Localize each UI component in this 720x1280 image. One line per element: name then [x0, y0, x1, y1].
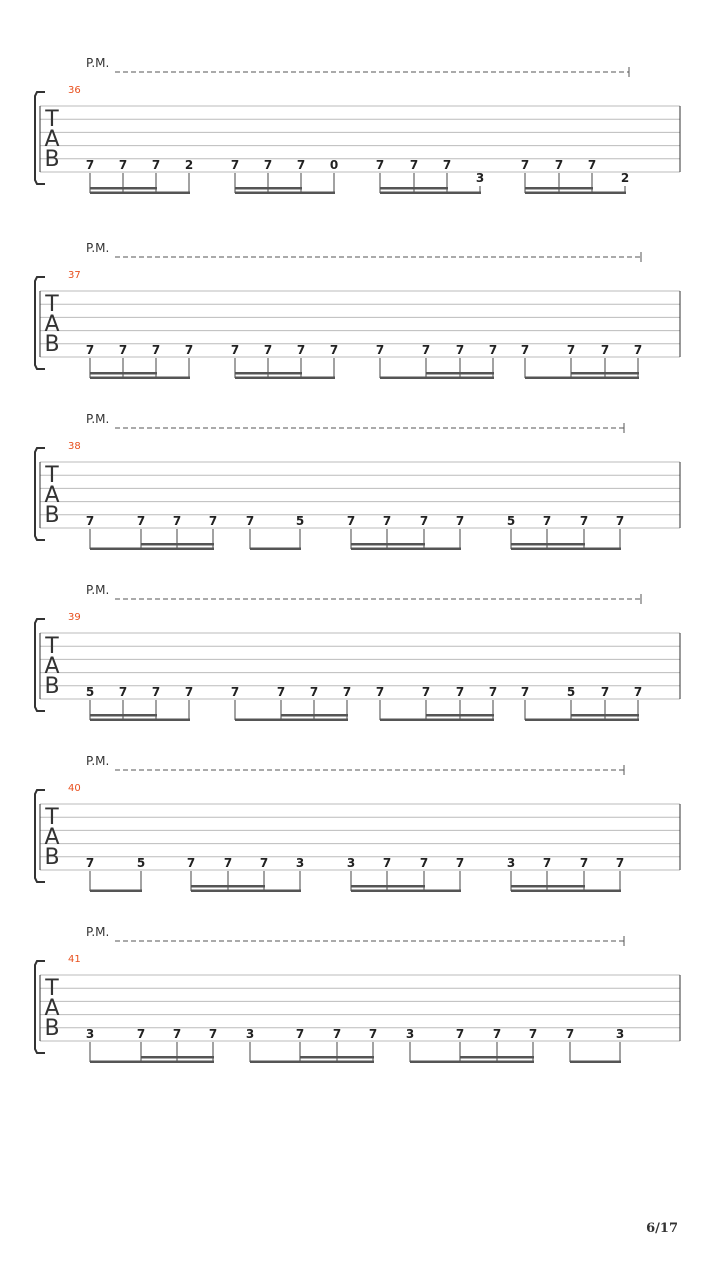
fret-number: 3 — [405, 1027, 415, 1041]
fret-number: 7 — [419, 856, 429, 870]
fret-number: 3 — [245, 1027, 255, 1041]
fret-number: 7 — [455, 343, 465, 357]
fret-number: 7 — [542, 856, 552, 870]
bar-number: 41 — [68, 954, 81, 965]
page-number: 6/17 — [646, 1221, 678, 1236]
note-beam — [235, 372, 302, 375]
fret-number: 7 — [259, 856, 269, 870]
fret-number: 7 — [382, 856, 392, 870]
note-beam — [380, 192, 481, 195]
fret-number: 7 — [600, 685, 610, 699]
fret-number: 7 — [184, 685, 194, 699]
tab-clef-letter: T — [45, 107, 59, 132]
tab-clef-letter: A — [44, 127, 60, 152]
fret-number: 7 — [368, 1027, 378, 1041]
fret-number: 7 — [520, 343, 530, 357]
fret-number: 2 — [184, 158, 194, 172]
palm-mute-label: P.M. — [86, 412, 110, 426]
tab-clef-letter: A — [44, 312, 60, 337]
fret-number: 5 — [85, 685, 95, 699]
fret-number: 7 — [421, 343, 431, 357]
fret-number: 7 — [375, 158, 385, 172]
fret-number: 7 — [375, 343, 385, 357]
fret-number: 7 — [136, 1027, 146, 1041]
fret-number: 7 — [263, 343, 273, 357]
note-beam — [410, 1061, 534, 1064]
tab-clef-letter: B — [44, 845, 60, 870]
fret-number: 7 — [633, 343, 643, 357]
tab-clef-letter: T — [45, 463, 59, 488]
fret-number: 7 — [342, 685, 352, 699]
note-beam — [90, 372, 157, 375]
fret-number: 7 — [151, 158, 161, 172]
fret-number: 7 — [118, 158, 128, 172]
tab-clef-letter: A — [44, 483, 60, 508]
fret-number: 7 — [633, 685, 643, 699]
fret-number: 7 — [296, 158, 306, 172]
fret-number: 7 — [223, 856, 233, 870]
fret-number: 3 — [295, 856, 305, 870]
fret-number: 5 — [566, 685, 576, 699]
note-beam — [250, 548, 301, 551]
fret-number: 7 — [172, 1027, 182, 1041]
note-beam — [571, 372, 639, 375]
fret-number: 7 — [375, 685, 385, 699]
bar-number: 39 — [68, 612, 81, 623]
fret-number: 7 — [118, 685, 128, 699]
fret-number: 2 — [620, 171, 630, 185]
note-beam — [235, 719, 348, 722]
tab-clef-letter: T — [45, 976, 59, 1001]
fret-number: 7 — [85, 343, 95, 357]
fret-number: 7 — [492, 1027, 502, 1041]
note-beam — [525, 377, 639, 380]
fret-number: 5 — [136, 856, 146, 870]
fret-number: 7 — [230, 158, 240, 172]
note-beam — [281, 714, 348, 717]
palm-mute-label: P.M. — [86, 925, 110, 939]
note-beam — [426, 372, 494, 375]
note-beam — [525, 187, 593, 190]
fret-number: 3 — [615, 1027, 625, 1041]
note-beam — [351, 548, 461, 551]
fret-number: 7 — [421, 685, 431, 699]
fret-number: 7 — [565, 1027, 575, 1041]
fret-number: 7 — [615, 856, 625, 870]
fret-number: 7 — [230, 685, 240, 699]
fret-number: 5 — [295, 514, 305, 528]
note-beam — [90, 548, 214, 551]
fret-number: 7 — [554, 158, 564, 172]
tab-clef-letter: B — [44, 1016, 60, 1041]
fret-number: 7 — [296, 343, 306, 357]
fret-number: 7 — [587, 158, 597, 172]
note-beam — [511, 885, 585, 888]
note-beam — [300, 1056, 374, 1059]
fret-number: 7 — [528, 1027, 538, 1041]
note-beam — [90, 890, 142, 893]
fret-number: 7 — [245, 514, 255, 528]
note-beam — [351, 543, 425, 546]
note-beam — [351, 890, 461, 893]
fret-number: 7 — [600, 343, 610, 357]
fret-number: 7 — [309, 685, 319, 699]
note-beam — [235, 192, 335, 195]
bar-number: 37 — [68, 270, 81, 281]
note-beam — [525, 719, 639, 722]
fret-number: 3 — [506, 856, 516, 870]
fret-number: 7 — [208, 514, 218, 528]
note-beam — [90, 719, 190, 722]
note-beam — [380, 719, 494, 722]
note-beam — [90, 1061, 214, 1064]
fret-number: 7 — [208, 1027, 218, 1041]
fret-number: 7 — [263, 158, 273, 172]
fret-number: 7 — [382, 514, 392, 528]
palm-mute-label: P.M. — [86, 241, 110, 255]
tab-clef-letter: B — [44, 503, 60, 528]
note-beam — [235, 187, 302, 190]
fret-number: 7 — [85, 158, 95, 172]
note-beam — [90, 192, 190, 195]
fret-number: 7 — [295, 1027, 305, 1041]
palm-mute-label: P.M. — [86, 754, 110, 768]
note-beam — [460, 1056, 534, 1059]
fret-number: 7 — [151, 685, 161, 699]
bar-number: 36 — [68, 85, 81, 96]
tab-clef-letter: A — [44, 996, 60, 1021]
tab-clef-letter: A — [44, 825, 60, 850]
note-beam — [191, 890, 301, 893]
bar-number: 40 — [68, 783, 81, 794]
fret-number: 0 — [329, 158, 339, 172]
bar-number: 38 — [68, 441, 81, 452]
note-beam — [351, 885, 425, 888]
fret-number: 7 — [455, 685, 465, 699]
fret-number: 7 — [184, 343, 194, 357]
fret-number: 7 — [542, 514, 552, 528]
fret-number: 7 — [579, 514, 589, 528]
palm-mute-label: P.M. — [86, 56, 110, 70]
note-beam — [426, 714, 494, 717]
fret-number: 7 — [332, 1027, 342, 1041]
tab-clef-letter: A — [44, 654, 60, 679]
note-beam — [250, 1061, 374, 1064]
note-beam — [235, 377, 335, 380]
fret-number: 3 — [85, 1027, 95, 1041]
note-beam — [141, 543, 214, 546]
fret-number: 3 — [346, 856, 356, 870]
fret-number: 7 — [85, 856, 95, 870]
fret-number: 7 — [579, 856, 589, 870]
note-beam — [191, 885, 265, 888]
tab-clef-letter: T — [45, 292, 59, 317]
palm-mute-label: P.M. — [86, 583, 110, 597]
fret-number: 7 — [346, 514, 356, 528]
note-beam — [90, 714, 157, 717]
note-beam — [511, 543, 585, 546]
fret-number: 3 — [475, 171, 485, 185]
note-beam — [511, 890, 621, 893]
fret-number: 7 — [566, 343, 576, 357]
fret-number: 7 — [455, 856, 465, 870]
fret-number: 7 — [442, 158, 452, 172]
fret-number: 7 — [186, 856, 196, 870]
fret-number: 7 — [520, 158, 530, 172]
fret-number: 7 — [488, 343, 498, 357]
note-beam — [90, 377, 190, 380]
fret-number: 7 — [118, 343, 128, 357]
fret-number: 7 — [85, 514, 95, 528]
note-beam — [525, 192, 626, 195]
fret-number: 7 — [230, 343, 240, 357]
fret-number: 5 — [506, 514, 516, 528]
fret-number: 7 — [151, 343, 161, 357]
tab-clef-letter: T — [45, 634, 59, 659]
note-beam — [570, 1061, 621, 1064]
fret-number: 7 — [172, 514, 182, 528]
note-beam — [571, 714, 639, 717]
fret-number: 7 — [520, 685, 530, 699]
fret-number: 7 — [409, 158, 419, 172]
note-beam — [380, 187, 448, 190]
note-beam — [141, 1056, 214, 1059]
fret-number: 7 — [455, 514, 465, 528]
tab-clef-letter: B — [44, 147, 60, 172]
tab-clef-letter: B — [44, 674, 60, 699]
fret-number: 7 — [488, 685, 498, 699]
fret-number: 7 — [329, 343, 339, 357]
fret-number: 7 — [276, 685, 286, 699]
fret-number: 7 — [455, 1027, 465, 1041]
fret-number: 7 — [136, 514, 146, 528]
note-beam — [380, 377, 494, 380]
note-beam — [511, 548, 621, 551]
fret-number: 7 — [615, 514, 625, 528]
fret-number: 7 — [419, 514, 429, 528]
tab-clef-letter: T — [45, 805, 59, 830]
tab-clef-letter: B — [44, 332, 60, 357]
note-beam — [90, 187, 157, 190]
